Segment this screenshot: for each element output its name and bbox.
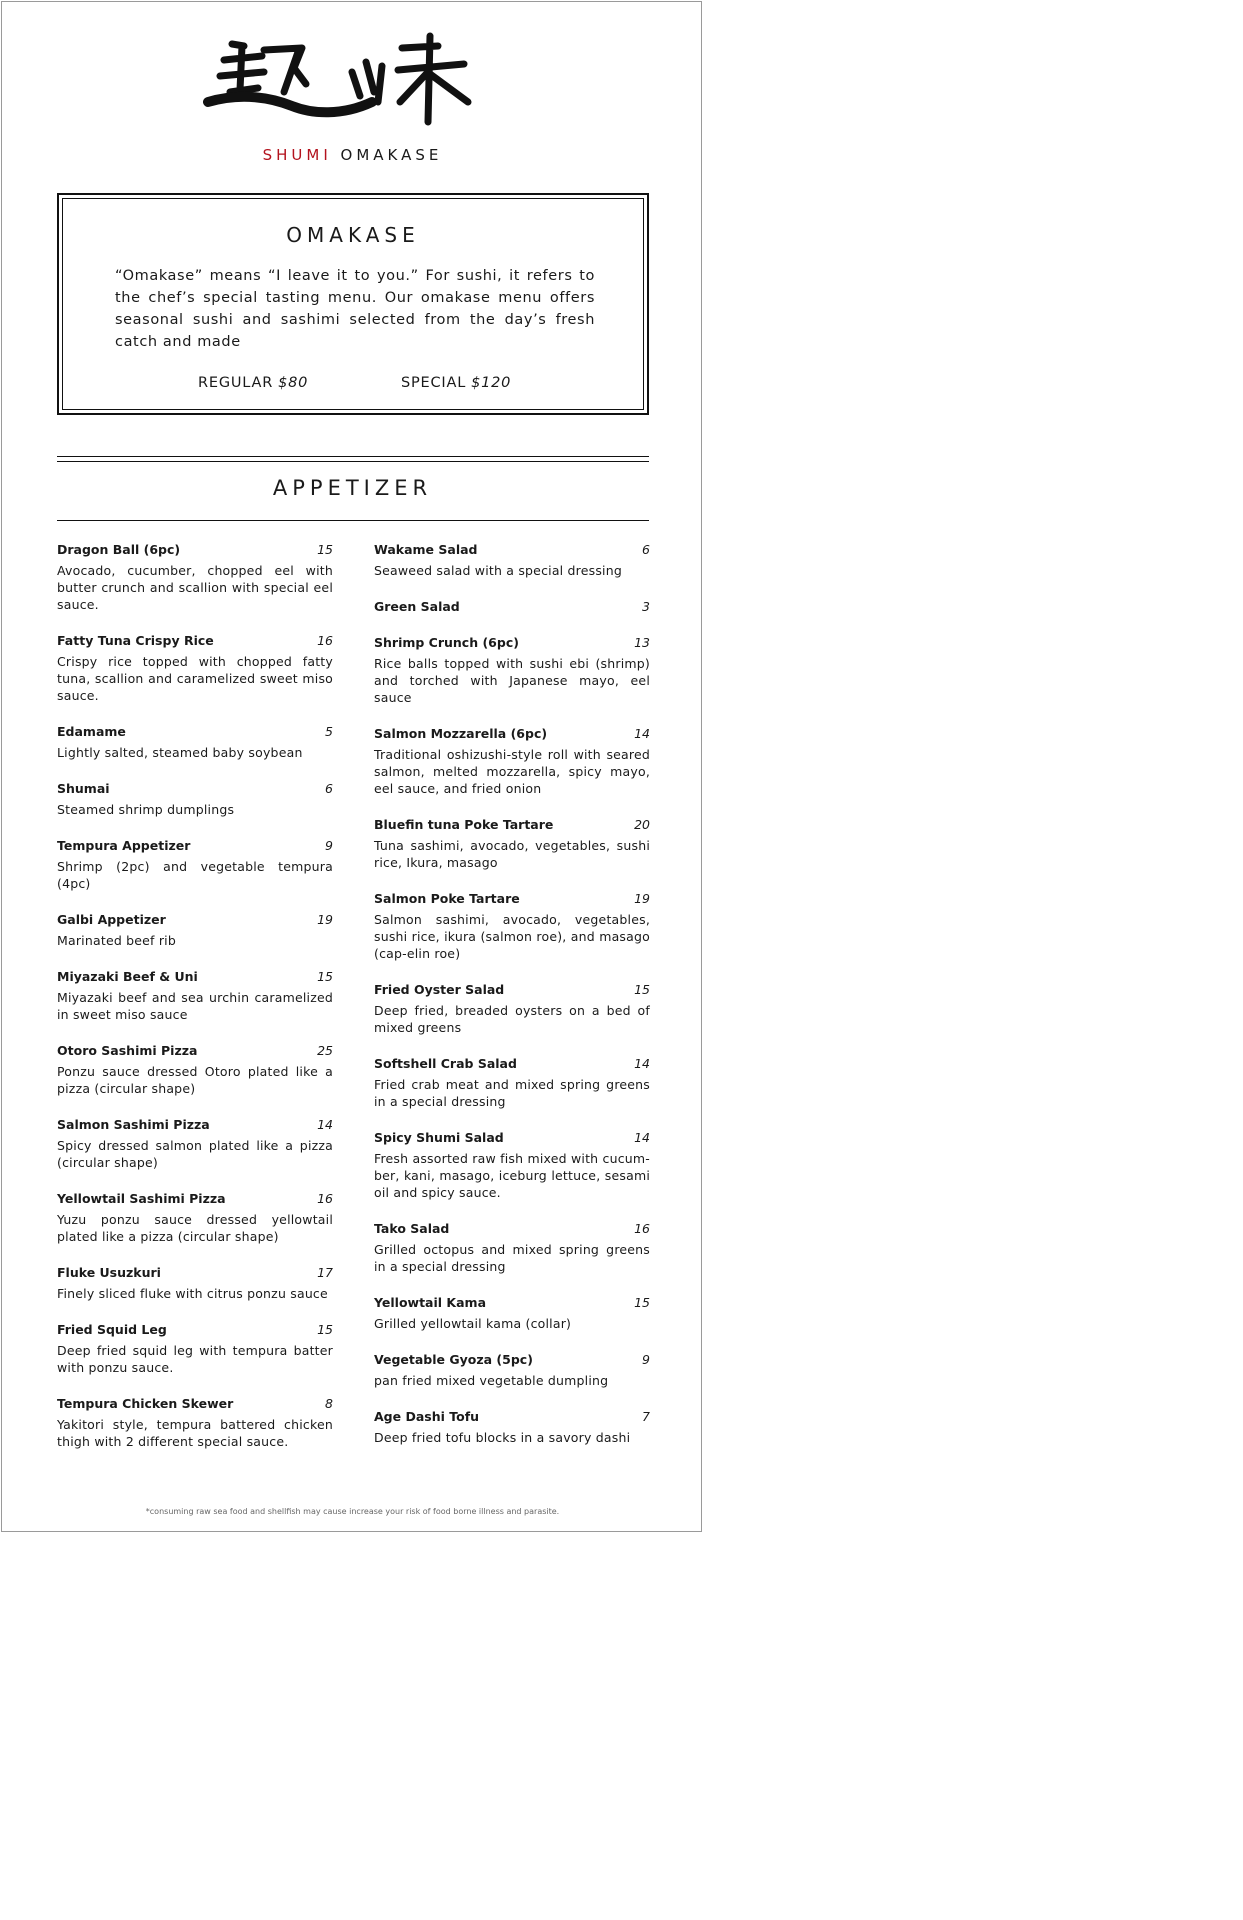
menu-item-price: 15 — [634, 1295, 650, 1310]
menu-item-description: Deep fried tofu blocks in a savory dashi — [374, 1430, 631, 1445]
menu-item-price: 6 — [642, 542, 650, 557]
menu-item-description: Yakitori style, tempura battered chicken thigh with 2 different special sauce. — [57, 1417, 333, 1449]
menu-item — [374, 982, 650, 1036]
menu-item — [57, 1396, 333, 1450]
regular-price-value: $80 — [278, 375, 309, 391]
omakase-description: “Omakase” means “I leave it to you.” For sushi, it refers to the chef’s special tasting menu. Our omakase menu offers seasonal sushi and sashimi selected from the day’s fresh catch and made — [115, 268, 595, 350]
menu-item-name: Salmon Mozzarella (6pc) — [374, 726, 548, 741]
menu-item-name: Salmon Sashimi Pizza — [57, 1117, 210, 1132]
omakase-title: OMAKASE — [286, 223, 420, 247]
menu-item-price: 9 — [325, 838, 333, 853]
brand-shumi: SHUMI — [262, 146, 332, 164]
menu-item-price: 9 — [642, 1352, 650, 1367]
menu-item-name: Fried Oyster Salad — [374, 982, 505, 997]
menu-item-description: Crispy rice topped with chopped fatty tuna, scallion and caramelized sweet miso sauce. — [57, 654, 333, 703]
menu-item-price: 14 — [634, 726, 650, 741]
menu-item — [374, 1221, 650, 1275]
menu-item-description: Marinated beef rib — [57, 933, 176, 948]
menu-item — [374, 891, 650, 962]
menu-item-name: Fried Squid Leg — [57, 1322, 167, 1337]
menu-item-name: Tempura Chicken Skewer — [57, 1396, 234, 1411]
menu-item-description: Miyazaki beef and sea urchin caramelized in sweet miso sauce — [57, 990, 333, 1022]
brand-name — [2, 146, 703, 164]
menu-item — [57, 838, 333, 892]
divider-top-1 — [57, 456, 649, 457]
menu-item-price: 14 — [317, 1117, 333, 1132]
menu-item-price: 7 — [642, 1409, 650, 1424]
menu-item-name: Yellowtail Sashimi Pizza — [57, 1191, 226, 1206]
menu-item-description: Rice balls topped with sushi ebi (shrimp) and torched with Japanese mayo, eel sauce — [374, 656, 650, 705]
menu-item-price: 16 — [317, 1191, 333, 1206]
menu-item — [374, 1130, 650, 1201]
menu-item — [374, 1295, 650, 1332]
menu-item-name: Tempura Appetizer — [57, 838, 191, 853]
menu-item — [374, 817, 650, 871]
menu-item — [374, 599, 650, 615]
menu-item-description: Fried crab meat and mixed spring greens in a special dressing — [374, 1077, 650, 1109]
menu-item-name: Vegetable Gyoza (5pc) — [374, 1352, 533, 1367]
menu-item-description: Shrimp (2pc) and vegetable tempura (4pc) — [57, 859, 333, 891]
menu-item — [57, 1043, 333, 1097]
menu-item-description: Fresh assorted raw fish mixed with cucum-ber, kani, masago, iceburg lettuce, sesami oil and spicy sauce. — [374, 1151, 650, 1200]
menu-item — [57, 1117, 333, 1171]
menu-item-price: 14 — [634, 1056, 650, 1071]
menu-item — [374, 1056, 650, 1110]
menu-item-price: 14 — [634, 1130, 650, 1145]
menu-item-name: Spicy Shumi Salad — [374, 1130, 504, 1145]
menu-item-name: Wakame Salad — [374, 542, 478, 557]
menu-item — [374, 726, 650, 797]
menu-item-price: 15 — [317, 969, 333, 984]
menu-item-price: 15 — [634, 982, 650, 997]
menu-item-description: Steamed shrimp dumplings — [57, 802, 235, 817]
special-label: SPECIAL — [401, 375, 467, 391]
menu-item-name: Tako Salad — [374, 1221, 450, 1236]
menu-item — [57, 781, 333, 818]
menu-item-description: Avocado, cucumber, chopped eel with butter crunch and scallion with special eel sauce. — [57, 563, 333, 612]
appetizer-column-left — [57, 542, 333, 1470]
menu-item-name: Green Salad — [374, 599, 460, 614]
special-price — [401, 375, 511, 391]
menu-item — [57, 912, 333, 949]
footer-disclaimer: *consuming raw sea food and shellfish may cause increase your risk of food borne illness and parasite. — [145, 1507, 560, 1516]
menu-item-price: 17 — [317, 1265, 333, 1280]
menu-item-price: 20 — [634, 817, 650, 832]
divider-top-2 — [57, 461, 649, 462]
menu-item — [57, 1322, 333, 1376]
menu-item-name: Fatty Tuna Crispy Rice — [57, 633, 214, 648]
special-price-value: $120 — [471, 375, 512, 391]
appetizer-title: APPETIZER — [272, 476, 433, 500]
menu-item-name: Edamame — [57, 724, 126, 739]
menu-item-price: 16 — [317, 633, 333, 648]
menu-item-description: pan fried mixed vegetable dumpling — [374, 1373, 609, 1388]
menu-item-name: Dragon Ball (6pc) — [57, 542, 181, 557]
menu-item — [57, 1265, 333, 1302]
menu-item-name: Softshell Crab Salad — [374, 1056, 517, 1071]
menu-item-description: Lightly salted, steamed baby soybean — [57, 745, 303, 760]
menu-item-price: 25 — [317, 1043, 333, 1058]
menu-item-description: Finely sliced fluke with citrus ponzu sauce — [57, 1286, 328, 1301]
menu-item-price: 15 — [317, 1322, 333, 1337]
menu-item — [57, 1191, 333, 1245]
menu-item-description: Seaweed salad with a special dressing — [374, 563, 622, 578]
shumi-calligraphy-logo — [202, 32, 482, 136]
menu-item-name: Shumai — [57, 781, 110, 796]
menu-item-description: Deep fried squid leg with tempura batter with ponzu sauce. — [57, 1343, 333, 1375]
menu-page — [1, 1, 702, 1532]
menu-item — [374, 635, 650, 706]
menu-item-price: 19 — [317, 912, 333, 927]
menu-item-description: Traditional oshizushi-style roll with seared salmon, melted mozzarella, spicy mayo, eel sauce, and fried onion — [374, 747, 650, 796]
menu-item-price: 3 — [642, 599, 650, 614]
menu-item-price: 8 — [325, 1396, 333, 1411]
menu-item-name: Yellowtail Kama — [374, 1295, 486, 1310]
menu-item — [374, 1352, 650, 1389]
menu-item-name: Miyazaki Beef & Uni — [57, 969, 198, 984]
menu-item — [57, 969, 333, 1023]
menu-item-description: Spicy dressed salmon plated like a pizza (circular shape) — [57, 1138, 333, 1170]
divider-bottom — [57, 520, 649, 521]
menu-item — [374, 542, 650, 579]
menu-item-description: Tuna sashimi, avocado, vegetables, sushi rice, Ikura, masago — [374, 838, 650, 870]
menu-item-description: Yuzu ponzu sauce dressed yellowtail plated like a pizza (circular shape) — [57, 1212, 333, 1244]
menu-item-name: Otoro Sashimi Pizza — [57, 1043, 198, 1058]
menu-item-description: Grilled yellowtail kama (collar) — [374, 1316, 572, 1331]
menu-item — [374, 1409, 650, 1446]
menu-item-name: Salmon Poke Tartare — [374, 891, 520, 906]
menu-item-description: Grilled octopus and mixed spring greens in a special dressing — [374, 1242, 650, 1274]
menu-item-name: Shrimp Crunch (6pc) — [374, 635, 519, 650]
menu-item-name: Galbi Appetizer — [57, 912, 166, 927]
menu-item-name: Bluefin tuna Poke Tartare — [374, 817, 554, 832]
menu-item — [57, 542, 333, 613]
regular-label: REGULAR — [198, 375, 274, 391]
menu-item-price: 6 — [325, 781, 333, 796]
menu-item-price: 16 — [634, 1221, 650, 1236]
regular-price — [198, 375, 308, 391]
menu-item-price: 19 — [634, 891, 650, 906]
menu-item-description: Deep fried, breaded oysters on a bed of mixed greens — [374, 1003, 650, 1035]
appetizer-column-right — [374, 542, 650, 1466]
menu-item-price: 15 — [317, 542, 333, 557]
menu-item — [57, 724, 333, 761]
menu-item-name: Fluke Usuzkuri — [57, 1265, 161, 1280]
menu-item-description: Salmon sashimi, avocado, vegetables, sushi rice, ikura (salmon roe), and masago (cap-elin roe) — [374, 912, 650, 961]
menu-item-name: Age Dashi Tofu — [374, 1409, 480, 1424]
brand-omakase: OMAKASE — [340, 146, 443, 164]
omakase-box — [57, 193, 649, 415]
menu-item — [57, 633, 333, 704]
menu-item-description: Ponzu sauce dressed Otoro plated like a pizza (circular shape) — [57, 1064, 333, 1096]
menu-item-price: 5 — [325, 724, 333, 739]
menu-item-price: 13 — [634, 635, 650, 650]
